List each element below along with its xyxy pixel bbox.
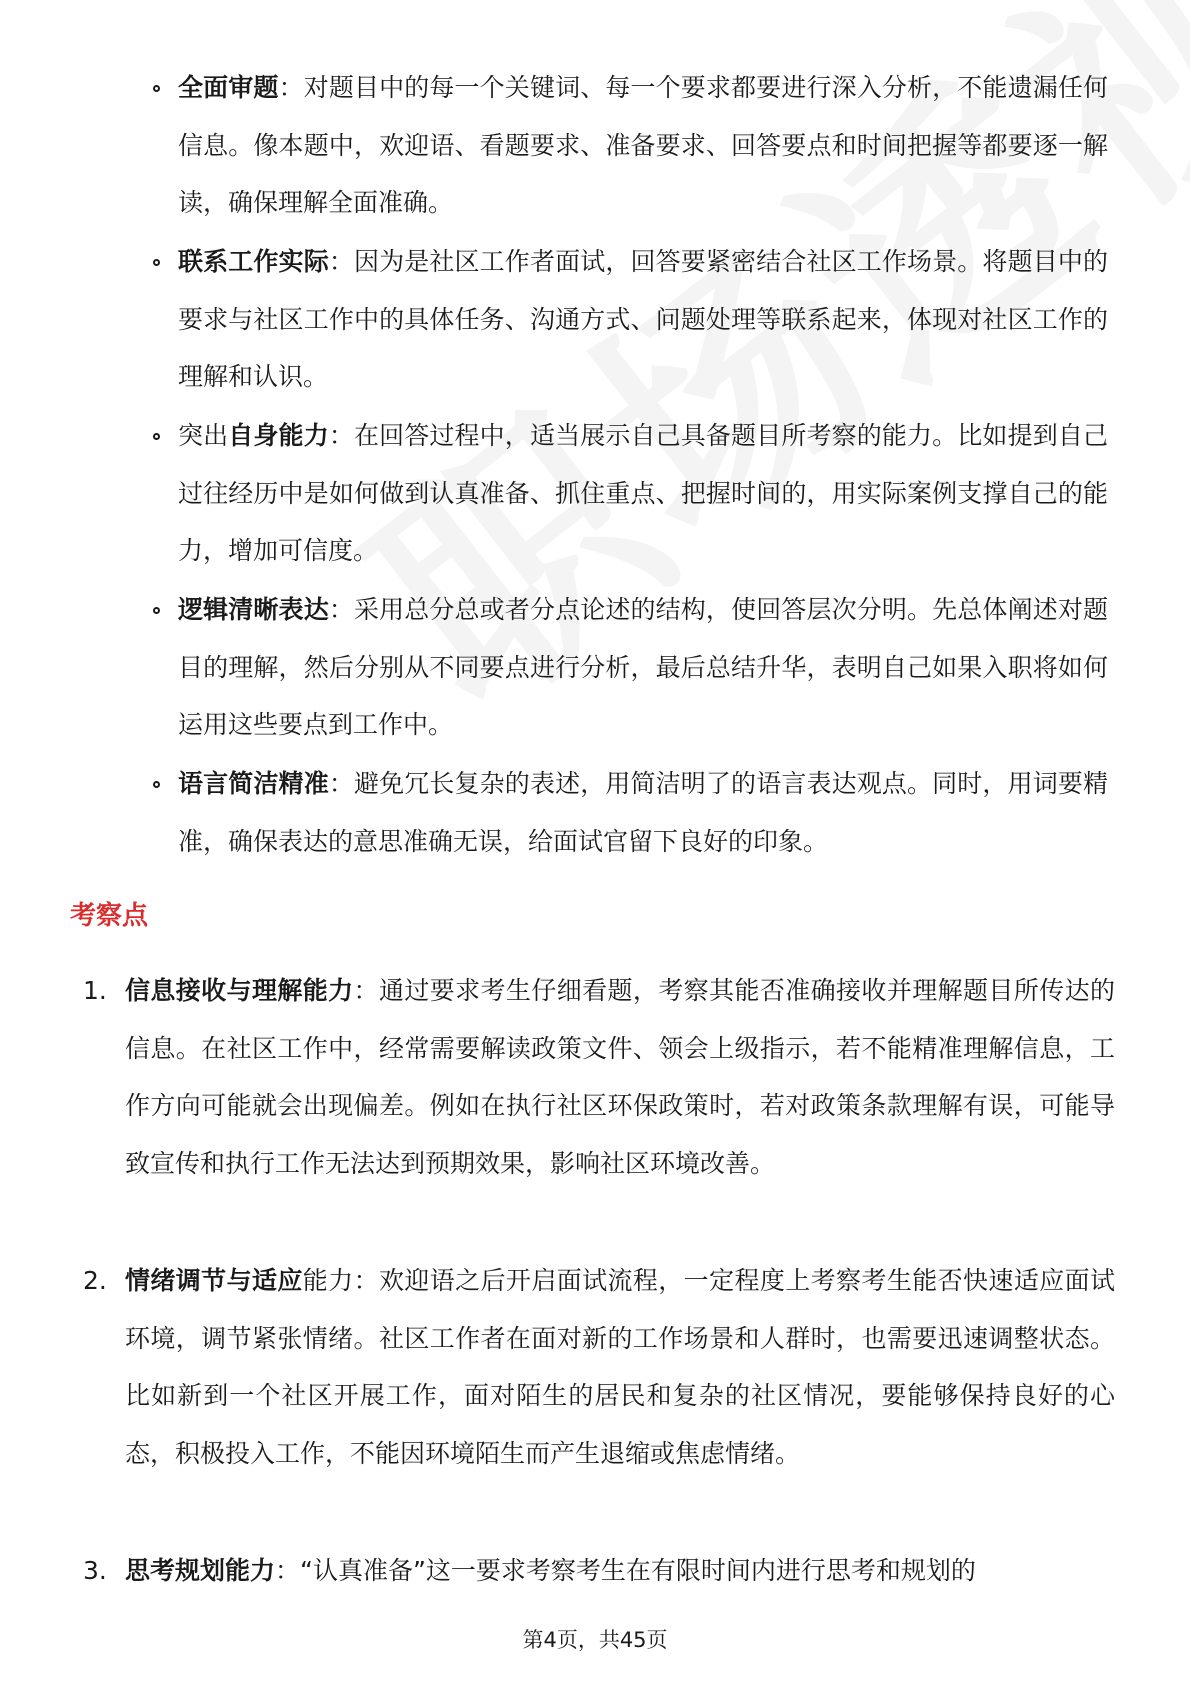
- point-text: ：欢迎语之后开启面试流程，一定程度上考察考生能否快速适应面试环境，调节紧张情绪。社区工作者在面对新的工作场景和人群时，也需要迅速调整状态。比如新到一个社区开展工作，面对陌生的居民和复杂的社区情况，要能够保持良好的心态，积极投入工作，不能因环境陌生而产生退缩或焦虑情绪。: [125, 1266, 1115, 1468]
- list-item: [83, 1542, 1115, 1600]
- section-heading: 考察点: [70, 901, 149, 931]
- hollow-bullet-icon: [153, 607, 160, 614]
- point-term: 情绪调节与适应: [125, 1266, 303, 1295]
- list-item: [178, 755, 1108, 871]
- tip-text: ：避免冗长复杂的表述，用简洁明了的语言表达观点。同时，用词要精准，确保表达的意思准确无误，给面试官留下良好的印象。: [178, 769, 1108, 856]
- assessment-points-list: [83, 962, 1115, 1600]
- item-number: 3.: [83, 1556, 107, 1585]
- tip-term: 全面审题: [178, 73, 279, 102]
- tip-term-prefix: 突出: [178, 421, 229, 450]
- tip-text: ：在回答过程中，适当展示自己具备题目所考察的能力。比如提到自己过往经历中是如何做到认真准备、抓住重点、把握时间的，用实际案例支撑自己的能力，增加可信度。: [178, 421, 1108, 565]
- list-item: [83, 962, 1115, 1252]
- list-item: [178, 407, 1108, 581]
- point-term-rest: 能力: [302, 1266, 354, 1295]
- hollow-bullet-icon: [153, 259, 160, 266]
- tip-term: 自身能力: [228, 421, 329, 450]
- list-item: [178, 59, 1108, 233]
- hollow-bullet-icon: [153, 85, 160, 92]
- page-footer: 第4页，共45页: [522, 1628, 668, 1652]
- list-item: [178, 233, 1108, 407]
- point-term: 信息接收与理解能力: [125, 976, 354, 1005]
- tip-term: 语言简洁精准: [178, 769, 329, 798]
- list-item: [83, 1252, 1115, 1542]
- list-item: [178, 581, 1108, 755]
- tip-text: ：因为是社区工作者面试，回答要紧密结合社区工作场景。将题目中的要求与社区工作中的具体任务、沟通方式、问题处理等联系起来，体现对社区工作的理解和认识。: [178, 247, 1108, 391]
- tip-term: 联系工作实际: [178, 247, 329, 276]
- point-term: 思考规划能力: [125, 1556, 276, 1585]
- point-text: ：“认真准备”这一要求考察考生在有限时间内进行思考和规划的: [275, 1556, 976, 1585]
- item-number: 1.: [83, 976, 107, 1005]
- answer-tips-list: [178, 59, 1108, 871]
- tip-text: ：采用总分总或者分点论述的结构，使回答层次分明。先总体阐述对题目的理解，然后分别从不同要点进行分析，最后总结升华，表明自己如果入职将如何运用这些要点到工作中。: [178, 595, 1108, 739]
- tip-term: 逻辑清晰表达: [178, 595, 329, 624]
- tip-text: ：对题目中的每一个关键词、每一个要求都要进行深入分析，不能遗漏任何信息。像本题中，欢迎语、看题要求、准备要求、回答要点和时间把握等都要逐一解读，确保理解全面准确。: [178, 73, 1108, 217]
- item-number: 2.: [83, 1266, 107, 1295]
- hollow-bullet-icon: [153, 433, 160, 440]
- point-text: ：通过要求考生仔细看题，考察其能否准确接收并理解题目所传达的信息。在社区工作中，经常需要解读政策文件、领会上级指示，若不能精准理解信息，工作方向可能就会出现偏差。例如在执行社区环保政策时，若对政策条款理解有误，可能导致宣传和执行工作无法达到预期效果，影响社区环境改善。: [125, 976, 1115, 1178]
- hollow-bullet-icon: [153, 781, 160, 788]
